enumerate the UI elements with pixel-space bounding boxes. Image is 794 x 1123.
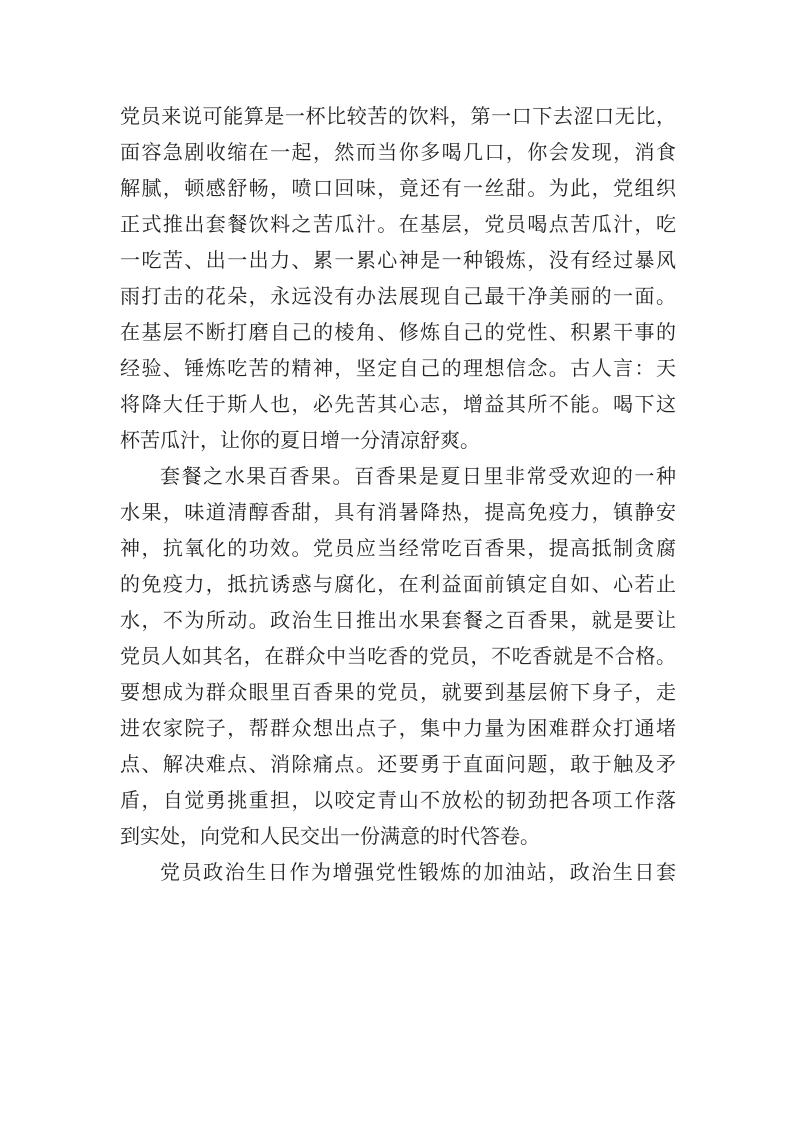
text-line: 经验、锤炼吃苦的精神，坚定自己的理想信念。古人言：天 xyxy=(120,356,676,380)
text-line: 水，不为所动。政治生日推出水果套餐之百香果，就是要让 xyxy=(120,608,676,632)
text-line: 水果，味道清醇香甜，具有消暑降热，提高免疫力，镇静安 xyxy=(120,500,676,524)
text-line: 正式推出套餐饮料之苦瓜汁。在基层，党员喝点苦瓜汁，吃 xyxy=(120,212,676,236)
paragraph-first-line: 党员政治生日作为增强党性锻炼的加油站，政治生日套 xyxy=(160,860,676,884)
text-line: 将降大任于斯人也，必先苦其心志，增益其所不能。喝下这 xyxy=(120,392,676,416)
text-line: 杯苦瓜汁，让你的夏日增一分清凉舒爽。 xyxy=(120,428,480,452)
text-line: 一吃苦、出一出力、累一累心神是一种锻炼，没有经过暴风 xyxy=(120,248,676,272)
text-line: 的免疫力，抵抗诱惑与腐化，在利益面前镇定自如、心若止 xyxy=(120,572,676,596)
text-line: 党员来说可能算是一杯比较苦的饮料，第一口下去涩口无比， xyxy=(120,104,676,128)
body-text xyxy=(120,98,676,890)
text-line: 雨打击的花朵，永远没有办法展现自己最干净美丽的一面。 xyxy=(120,284,676,308)
text-line: 盾，自觉勇挑重担，以咬定青山不放松的韧劲把各项工作落 xyxy=(120,788,676,812)
text-line: 到实处，向党和人民交出一份满意的时代答卷。 xyxy=(120,824,540,848)
text-line: 在基层不断打磨自己的棱角、修炼自己的党性、积累干事的 xyxy=(120,320,676,344)
text-line: 点、解决难点、消除痛点。还要勇于直面问题，敢于触及矛 xyxy=(120,752,676,776)
text-line: 进农家院子，帮群众想出点子，集中力量为困难群众打通堵 xyxy=(120,716,676,740)
paragraph-first-line: 套餐之水果百香果。百香果是夏日里非常受欢迎的一种 xyxy=(160,464,676,488)
text-line: 神，抗氧化的功效。党员应当经常吃百香果，提高抵制贪腐 xyxy=(120,536,676,560)
text-line: 解腻，顿感舒畅，喷口回味，竟还有一丝甜。为此，党组织 xyxy=(120,176,676,200)
text-line: 要想成为群众眼里百香果的党员，就要到基层俯下身子，走 xyxy=(120,680,676,704)
text-line: 党员人如其名，在群众中当吃香的党员，不吃香就是不合格。 xyxy=(120,644,676,668)
text-line: 面容急剧收缩在一起，然而当你多喝几口，你会发现，消食 xyxy=(120,140,676,164)
